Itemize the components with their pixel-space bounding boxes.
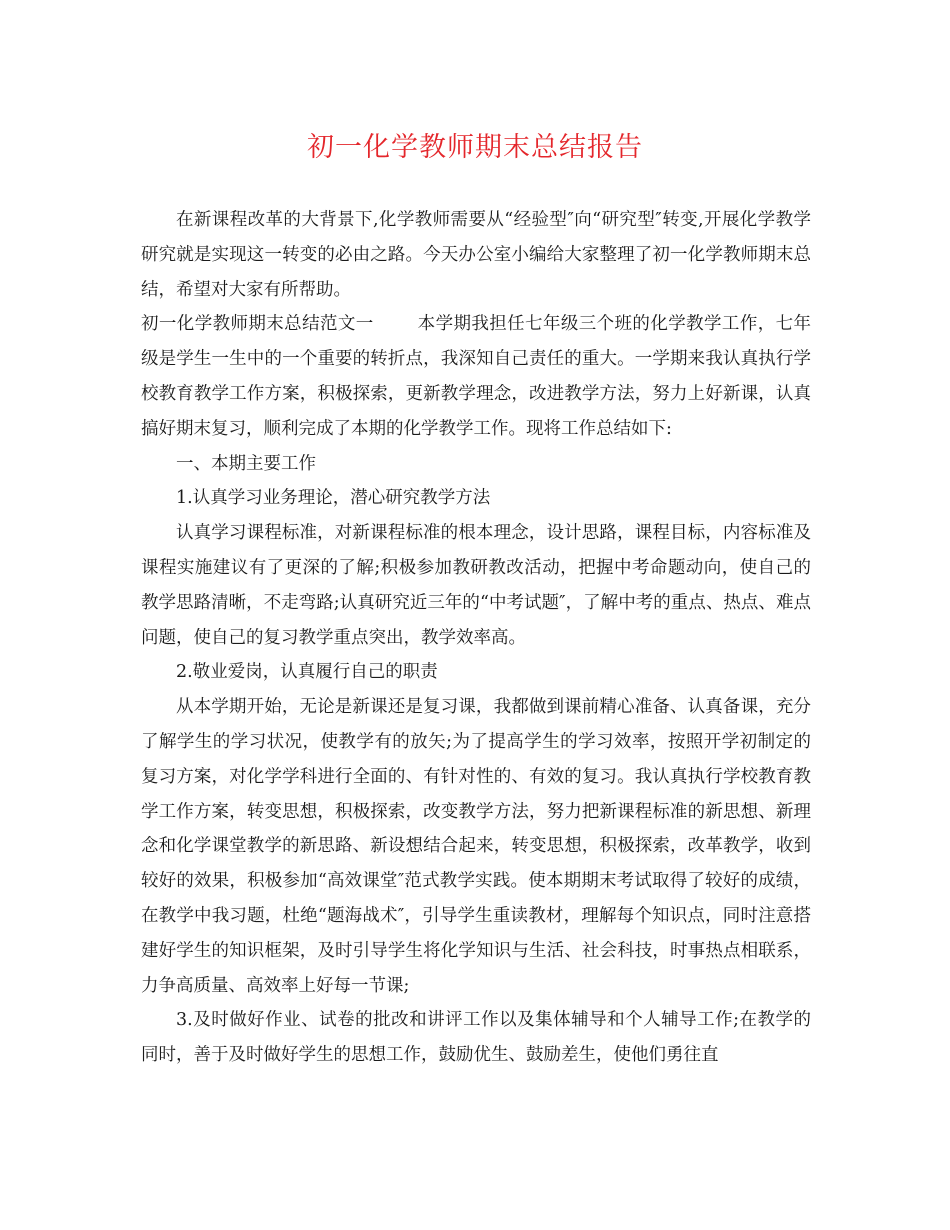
sample-text: 本学期我担任七年级三个班的化学教学工作，七年级是学生一生中的一个重要的转折点，我深知自己责任的重大。一学期来我认真执行学校教育教学工作方案，积极探索，更新教学理念，改进教学方法，努力上好新课，认真搞好期末复习，顺利完成了本期的化学教学工作。现将工作总结如下: bbox=[141, 314, 812, 439]
item2-heading: 2.敬业爱岗，认真履行自己的职责 bbox=[176, 662, 438, 683]
section-heading: 一、本期主要工作 bbox=[176, 453, 316, 474]
item3-paragraph: 3.及时做好作业、试卷的批改和讲评工作以及集体辅导和个人辅导工作;在教学的同时，善于及时做好学生的思想工作，鼓励优生、鼓励差生，使他们勇往直 bbox=[141, 1010, 811, 1066]
document-title: 初一化学教师期末总结报告 bbox=[307, 132, 643, 163]
sample-paragraph bbox=[141, 307, 811, 446]
document-body bbox=[141, 203, 811, 1073]
intro-paragraph: 在新课程改革的大背景下,化学教师需要从“经验型″向“研究型″转变,开展化学教学研究就是实现这一转变的必由之路。今天办公室小编给大家整理了初一化学教师期末总结，希望对大家有所帮助。 bbox=[141, 210, 811, 300]
item1-paragraph: 认真学习课程标准，对新课程标准的根本理念，设计思路，课程目标，内容标准及课程实施建议有了更深的了解;积极参加教研教改活动，把握中考命题动向，使自己的教学思路清晰，不走弯路;认真研究近三年的“中考试题″，了解中考的重点、热点、难点问题，使自己的复习教学重点突出，教学效率高。 bbox=[141, 523, 811, 648]
item2-paragraph: 从本学期开始，无论是新课还是复习课，我都做到课前精心准备、认真备课，充分了解学生的学习状况，使教学有的放矢;为了提高学生的学习效率，按照开学初制定的复习方案，对化学学科进行全面的、有针对性的、有效的复习。我认真执行学校教育教学工作方案，转变思想，积极探索，改变教学方法，努力把新课程标准的新思想、新理念和化学课堂教学的新思路、新设想结合起来，转变思想，积极探索，改革教学，收到较好的效果，积极参加“高效课堂″范式教学实践。使本期期末考试取得了较好的成绩， 在教学中我习题，杜绝“题海战术″，引导学生重读教材，理解每个知识点，同时注意搭建好学生的知识框架，及时引导学生将化学知识与生活、社会科技，时事热点相联系，力争高质量、高效率上好每一节课; bbox=[141, 697, 811, 996]
sample-label: 初一化学教师期末总结范文一 bbox=[141, 314, 374, 335]
item1-heading: 1.认真学习业务理论，潜心研究教学方法 bbox=[176, 488, 491, 509]
